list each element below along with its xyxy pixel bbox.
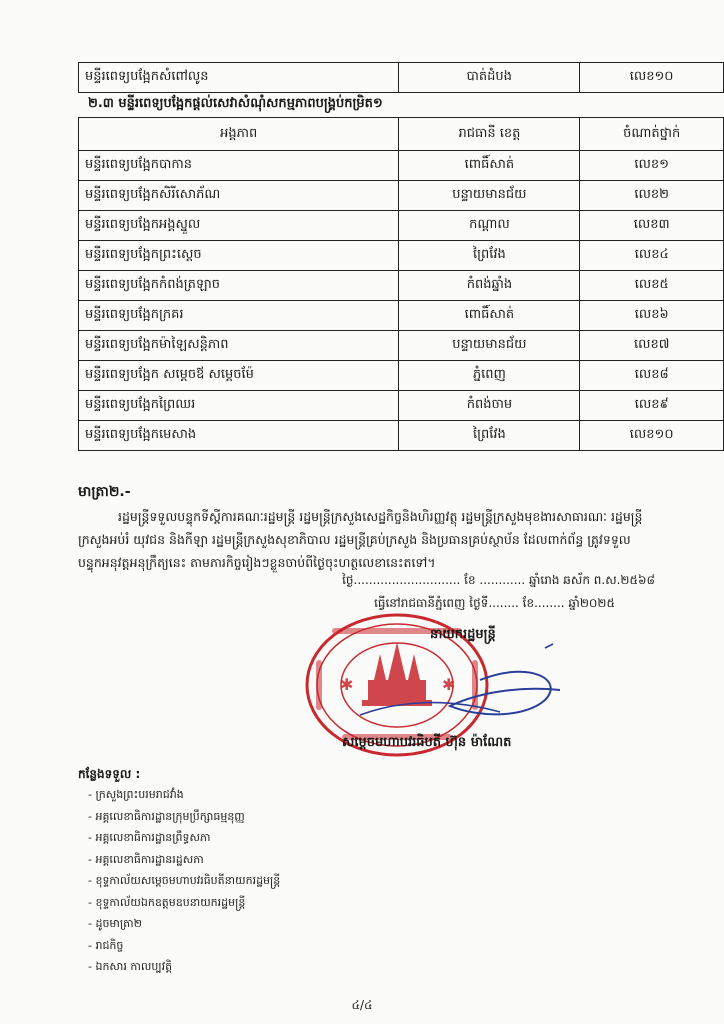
table-row [79, 241, 724, 271]
list-item: - ដូចមាត្រា២ [88, 917, 280, 939]
handwritten-signature [330, 640, 570, 730]
article-title: មាត្រា២.- [78, 484, 131, 500]
article-body: រដ្ឋមន្ត្រីទទួលបន្ទុកទីស្តីការគណៈរដ្ឋមន្ត្រី រដ្ឋមន្ត្រីក្រសួងសេដ្ឋកិច្ចនិងហិរញ្ញវត្ថុ រដ្ឋមន្ត្រីក្រសួងមុខងារសាធារណៈ រដ្ឋមន្ត្រីក្រសួងអប់រំ យុវជន និងកីឡា រដ្ឋមន្ត្រីក្រសួងសុខាភិបាល រដ្ឋមន្ត្រីគ្រប់ក្រសួង និងប្រធានគ្រប់ស្ថាប័ន ដែលពាក់ព័ន្ធ ត្រូវទទួលបន្ទុកអនុវត្តអនុក្រឹត្យនេះ តាមភារកិច្ចរៀងៗខ្លួនចាប់ពីថ្ងៃចុះហត្ថលេខានេះតទៅ។ [78, 509, 643, 570]
rank-cell: លេខ៧ [580, 331, 724, 361]
table-row [79, 211, 724, 241]
province-cell: បន្ទាយមានជ័យ [399, 181, 580, 211]
unit-name-cell: មន្ទីរពេទ្យបង្អែកសិរីសោភ័ណ [79, 181, 399, 211]
unit-name-cell: មន្ទីរពេទ្យបង្អែកបាកាន [79, 151, 399, 181]
rank-cell: លេខ២ [580, 181, 724, 211]
rank-cell: លេខ៦ [580, 301, 724, 331]
rank-cell: លេខ៤ [580, 241, 724, 271]
province-cell: ព្រៃវែង [399, 421, 580, 451]
hospital-table [78, 117, 724, 451]
table-row [79, 421, 724, 451]
list-item: - ឯកសារ កាលប្បវត្តិ [88, 960, 280, 982]
rank-cell: លេខ៨ [580, 361, 724, 391]
table-row [79, 63, 724, 93]
province-cell: កំពង់ចាម [399, 391, 580, 421]
rank-cell: លេខ១ [580, 151, 724, 181]
list-item: - ក្រសួងព្រះបរមរាជវាំង [88, 788, 280, 810]
list-item: - អគ្គលេខាធិការដ្ឋានក្រុមប្រឹក្សាធម្មនុញ្ញ [88, 810, 280, 832]
province-cell: កណ្តាល [399, 211, 580, 241]
table-row [79, 271, 724, 301]
recipients-list [88, 788, 280, 982]
unit-name-cell: មន្ទីរពេទ្យបង្អែក សម្តេចឪ សម្តេចម៉ែ [79, 361, 399, 391]
table-row [79, 331, 724, 361]
province-cell: ពោធិ៍សាត់ [399, 301, 580, 331]
province-cell: កំពង់ឆ្នាំង [399, 271, 580, 301]
province-cell: បាត់ដំបង [399, 63, 580, 93]
rank-cell: លេខ៩ [580, 391, 724, 421]
section-heading: ២.៣ មន្ទីរពេទ្យបង្អែកផ្តល់សេវាសំណុំសកម្មភាពបង្គ្រប់កម្រិត១ [88, 96, 383, 111]
table-header-row [79, 118, 724, 151]
table-row [79, 301, 724, 331]
header-rank: ចំណាត់ថ្នាក់ [580, 118, 724, 151]
rank-cell: លេខ១០ [580, 421, 724, 451]
unit-name-cell: មន្ទីរពេទ្យបង្អែកព្រៃឈរ [79, 391, 399, 421]
unit-name-cell: មន្ទីរពេទ្យបង្អែកម៉ាឡៃសន្តិភាព [79, 331, 399, 361]
list-item: - អគ្គលេខាធិការដ្ឋានព្រឹទ្ធសភា [88, 831, 280, 853]
signer-name: សម្តេចមហាបវរធិបតី ហ៊ុន ម៉ាណែត [342, 735, 512, 750]
unit-name-cell: មន្ទីរពេទ្យបង្អែកអង្គស្នួល [79, 211, 399, 241]
lunar-date-line: ថ្ងៃ............................ ខែ ............ ឆ្នាំរោង ឆស័ក ព.ស.២៥៦៨ [342, 573, 655, 587]
unit-name-cell: មន្ទីរពេទ្យបង្អែកក្រគរ [79, 301, 399, 331]
signer-role: នាយករដ្ឋមន្ត្រី [430, 627, 496, 642]
svg-text:✱: ✱ [340, 675, 354, 694]
province-cell: ភ្នំពេញ [399, 361, 580, 391]
rank-cell: លេខ១០ [580, 63, 724, 93]
list-item: - ខុទ្ទកាល័យឯកឧត្តមឧបនាយករដ្ឋមន្ត្រី [88, 896, 280, 918]
svg-text:✱: ✱ [442, 675, 456, 694]
header-province: រាជធានី ខេត្ត [399, 118, 580, 151]
province-cell: ពោធិ៍សាត់ [399, 151, 580, 181]
province-cell: ព្រៃវែង [399, 241, 580, 271]
list-item: - អគ្គលេខាធិការដ្ឋានរដ្ឋសភា [88, 853, 280, 875]
unit-name-cell: មន្ទីរពេទ្យបង្អែកសំពៅលូន [79, 63, 399, 93]
unit-name-cell: មន្ទីរពេទ្យបង្អែកកំពង់ត្រឡាច [79, 271, 399, 301]
table-row [79, 361, 724, 391]
header-unit: អង្គភាព [79, 118, 399, 151]
unit-name-cell: មន្ទីរពេទ្យបង្អែកមេសាង [79, 421, 399, 451]
rank-cell: លេខ៣ [580, 211, 724, 241]
recipients-title: កន្លែងទទួល : [78, 767, 141, 781]
place-date-line: ធ្វើនៅរាជធានីភ្នំពេញ ថ្ងៃទី........ ខែ........ ឆ្នាំ២០២៥ [374, 596, 615, 610]
unit-name-cell: មន្ទីរពេទ្យបង្អែកព្រះស្តេច [79, 241, 399, 271]
list-item: - ខុទ្ទកាល័យសម្តេចមហាបវរធិបតីនាយករដ្ឋមន្ត្រី [88, 874, 280, 896]
list-item: - រាជកិច្ច [88, 939, 280, 961]
province-cell: បន្ទាយមានជ័យ [399, 331, 580, 361]
table-row [79, 181, 724, 211]
continuation-table [78, 62, 724, 93]
table-row [79, 151, 724, 181]
rank-cell: លេខ៥ [580, 271, 724, 301]
page-number: ៤/៤ [351, 998, 373, 1012]
table-row [79, 391, 724, 421]
